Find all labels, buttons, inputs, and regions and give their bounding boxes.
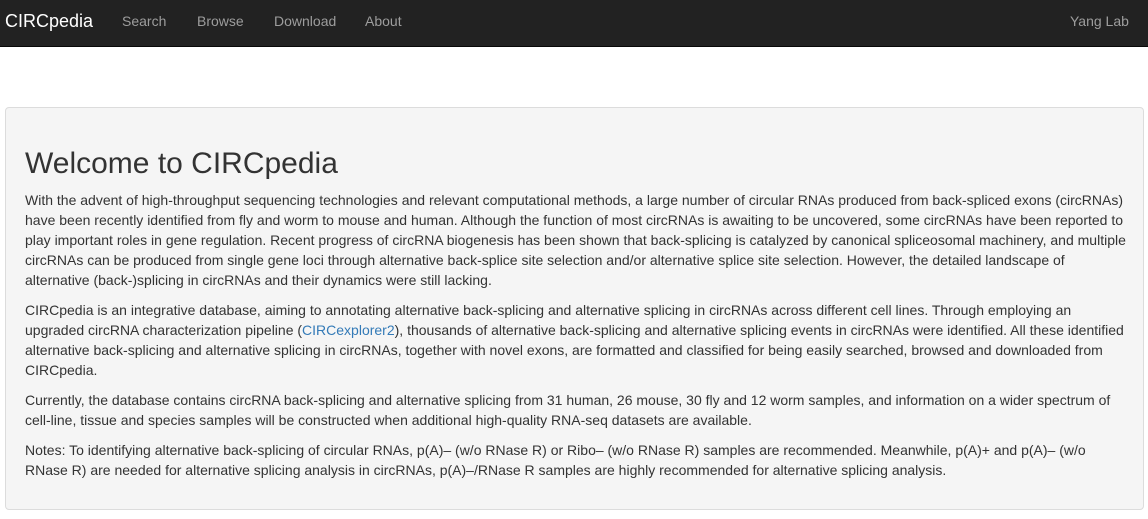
database-contents-paragraph: Currently, the database contains circRNA back-splicing and alternative splicing from 31 human, 26 mouse, 30 fly and 12 worm samples, and information on a wider spectrum of cell-line, tissue and species samples will be constructed when additional high-quality RNA-seq datasets are available. <box>25 392 1111 428</box>
notes-paragraph: Notes: To identifying alternative back-splicing of circular RNAs, p(A)– (w/o RNase R) or Ribo– (w/o RNase R) samples are recommended. Meanwhile, p(A)+ and p(A)– (w/o RNase R) are needed for alternative splicing analysis in circRNAs, p(A)–/RNase R samples are highly recommended for alternative splicing analysis. <box>25 442 1086 478</box>
database-description-paragraph <box>25 300 1129 380</box>
brand-link[interactable]: CIRCpedia <box>5 11 94 31</box>
nav-download-link[interactable]: Download <box>274 13 337 29</box>
top-navbar <box>0 0 1148 47</box>
database-description-text-before: CIRCpedia is an integrative database, aiming to annotating alternative back-splicing and alternative splicing in circRNAs across different cell lines. Through employing an upgraded circRNA characterization pipeline ( <box>25 302 1072 338</box>
nav-search-link[interactable]: Search <box>122 13 167 29</box>
database-description-text-after: ), thousands of alternative back-splicing and alternative splicing events in circRNAs were identified. All these identified alternative back-splicing and alternative splicing in circRNAs, together with novel exons, are formatted and classified for being easily searched, browsed and downloaded from CIRCpedia. <box>25 322 1124 378</box>
welcome-panel <box>5 107 1144 510</box>
page-title: Welcome to CIRCpedia <box>25 147 338 180</box>
intro-paragraph: With the advent of high-throughput sequencing technologies and relevant computational methods, a large number of circular RNAs produced from back-spliced exons (circRNAs) have been recently identified from fly and worm to mouse and human. Although the function of most circRNAs is awaiting to be uncovered, some circRNAs have been reported to play important roles in gene regulation. Recent progress of circRNA biogenesis has been shown that back-splicing is catalyzed by canonical spliceosomal machinery, and multiple circRNAs can be produced from single gene loci through alternative back-splice site selection and/or alternative splice site selection. However, the detailed landscape of alternative (back-)splicing in circRNAs and their dynamics were still lacking. <box>25 192 1126 288</box>
nav-about-link[interactable]: About <box>365 13 402 29</box>
nav-yang-lab-link[interactable]: Yang Lab <box>1070 13 1129 29</box>
nav-browse-link[interactable]: Browse <box>197 13 244 29</box>
circexplorer2-link[interactable]: CIRCexplorer2 <box>302 322 395 338</box>
